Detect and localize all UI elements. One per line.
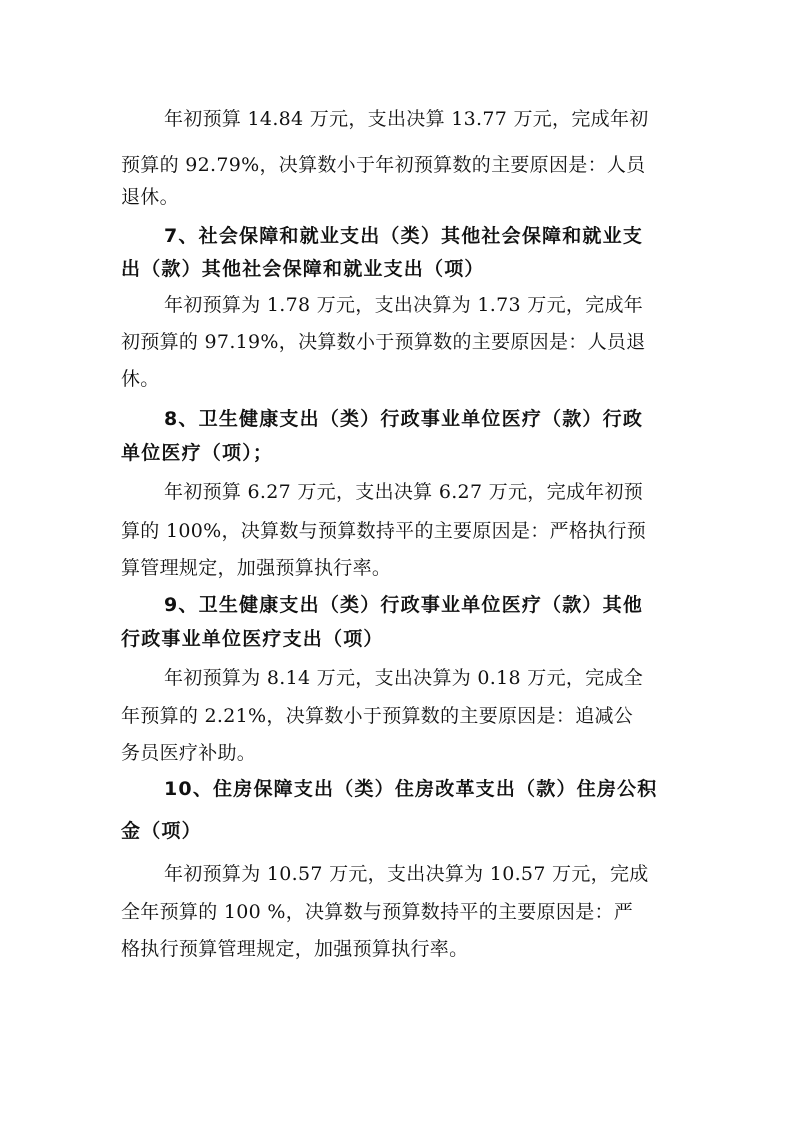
section-9-heading-line-2: 行政事业单位医疗支出（项） xyxy=(121,628,384,650)
section-7-heading-line-1: 7、社会保障和就业支出（类）其他社会保障和就业支 xyxy=(164,225,644,247)
section-10-text-line-1: 年初预算为 10.57 万元，支出决算为 10.57 万元，完成 xyxy=(164,863,649,885)
section-8-text-line-3: 算管理规定，加强预算执行率。 xyxy=(121,557,392,579)
section-8-heading-line-2: 单位医疗（项）； xyxy=(121,442,274,464)
section-9-text-line-2: 年预算的 2.21%，决算数小于预算数的主要原因是：追减公 xyxy=(121,705,634,727)
section-10-text-line-2: 全年预算的 100 %，决算数与预算数持平的主要原因是：严 xyxy=(121,901,634,923)
section-6-text-line-3: 退休。 xyxy=(121,186,179,208)
section-7-text-line-2: 初预算的 97.19%，决算数小于预算数的主要原因是：人员退 xyxy=(121,331,646,353)
section-10-text-line-3: 格执行预算管理规定，加强预算执行率。 xyxy=(121,938,469,960)
section-7-text-line-3: 休。 xyxy=(121,368,160,390)
section-6-text-line-2: 预算的 92.79%，决算数小于年初预算数的主要原因是：人员 xyxy=(121,154,646,176)
section-9-heading-line-1: 9、卫生健康支出（类）行政事业单位医疗（款）其他 xyxy=(164,594,644,616)
section-6-text-line-1: 年初预算 14.84 万元，支出决算 13.77 万元，完成年初 xyxy=(164,108,649,130)
section-10-heading-line-2: 金（项） xyxy=(121,820,202,842)
section-8-text-line-1: 年初预算 6.27 万元，支出决算 6.27 万元，完成年初预 xyxy=(164,481,644,503)
section-7-heading-line-2: 出（款）其他社会保障和就业支出（项） xyxy=(121,258,485,280)
section-9-text-line-1: 年初预算为 8.14 万元，支出决算为 0.18 万元，完成全 xyxy=(164,667,644,689)
section-7-text-line-1: 年初预算为 1.78 万元，支出决算为 1.73 万元，完成年 xyxy=(164,294,644,316)
section-8-heading-line-1: 8、卫生健康支出（类）行政事业单位医疗（款）行政 xyxy=(164,408,644,430)
section-8-text-line-2: 算的 100%，决算数与预算数持平的主要原因是：严格执行预 xyxy=(121,520,647,542)
section-10-heading-line-1: 10、住房保障支出（类）住房改革支出（款）住房公积 xyxy=(164,778,658,800)
section-9-text-line-3: 务员医疗补助。 xyxy=(121,742,257,764)
